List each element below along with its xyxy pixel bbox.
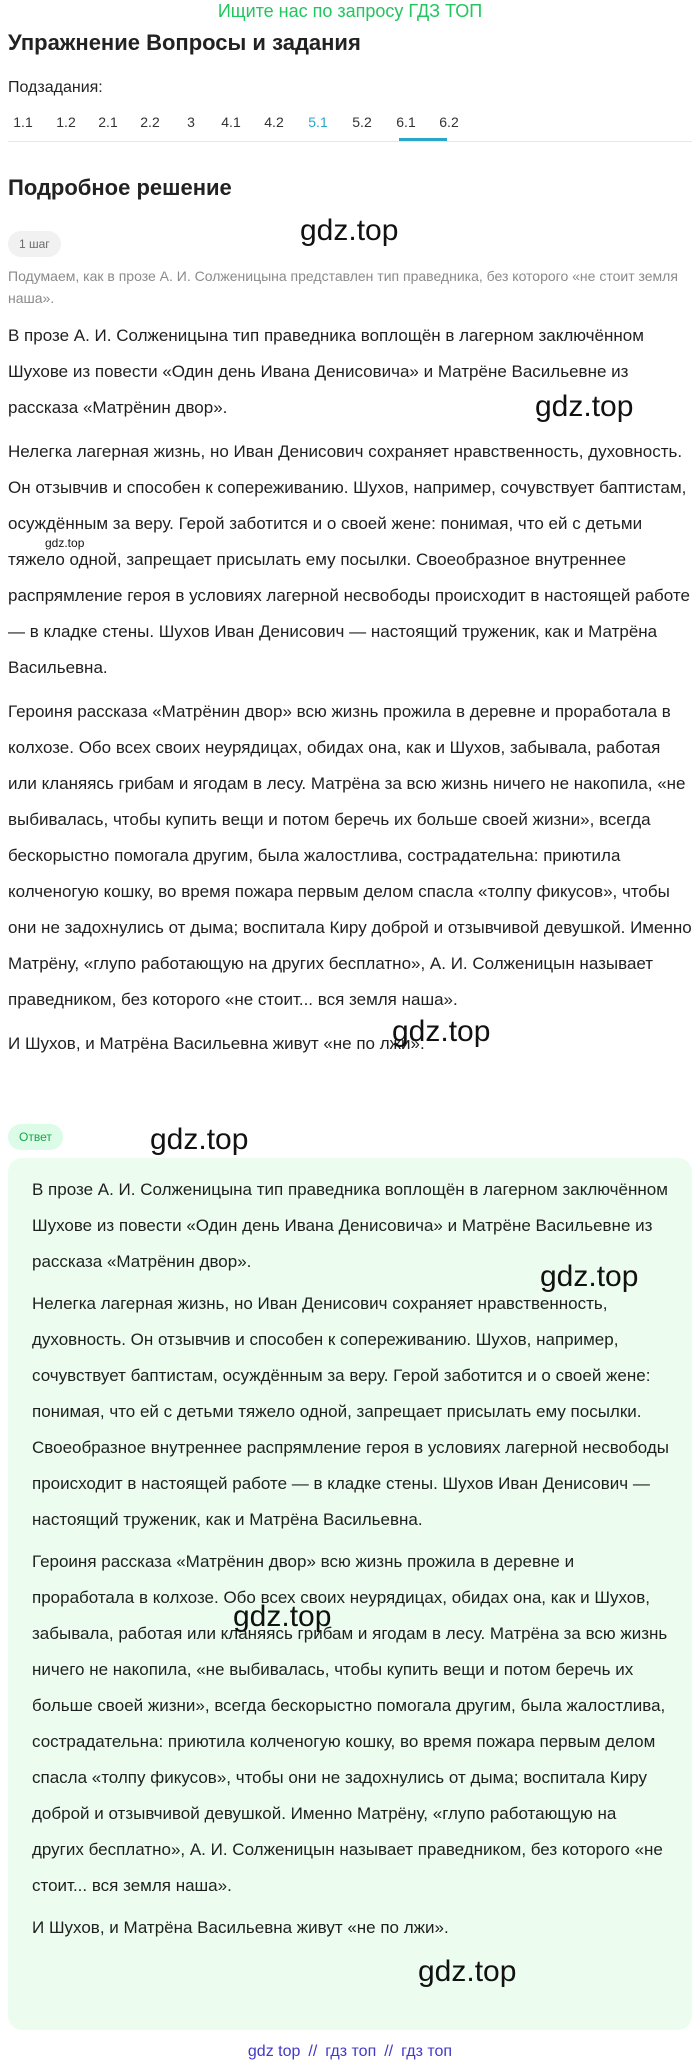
footer-link-gdz-top-ru[interactable]: гдз топ (325, 2043, 377, 2060)
watermark: gdz.top (392, 1015, 491, 1048)
tab-6-2[interactable]: 6.2 (439, 114, 459, 130)
solution-paragraph-3: Героиня рассказа «Матрёнин двор» всю жизнь прожила в деревне и проработала в колхозе. Обо всех своих неурядицах, обидах она, как и Шухов, забывала, работая или кланяясь грибам и ягодам в лесу. Матрёна за всю жизнь ничего не накопила, «не выбивалась, чтобы купить вещи и потом беречь их больше своей жизни», всегда бескорыстно помогала другим, была жалостлива, сострадательна: приютила колченогую кошку, во время пожара первым делом спасла «толпу фикусов», чтобы они не задохнулись от дыма; воспитала Киру доброй и отзывчивой девушкой. Именно Матрёну, «глупо работающую на других бесплатно», А. И. Солженицын называет праведником, без которого «не стоит... вся земля наша». (8, 702, 692, 1009)
answer-paragraph-2: Нелегка лагерная жизнь, но Иван Денисович сохраняет нравственность, духовность. Он отзывчив и способен к сопереживанию. Шухов, например, сочувствует баптистам, осуждённым за веру. Герой заботится и о своей жене: понимая, что ей с детьми тяжело одной, запрещает присылать ему посылки. Своеобразное внутреннее распрямление героя в условиях лагерной несвободы происходит в настоящей работе — в кладке стены. Шухов Иван Денисович — настоящий труженик, как и Матрёна Васильевна. (32, 1294, 669, 1529)
solution-text (8, 318, 692, 1062)
watermark: gdz.top (45, 536, 85, 550)
active-tab-indicator (399, 138, 447, 141)
subtasks-label: Подзадания: (8, 79, 103, 96)
watermark: gdz.top (540, 1260, 639, 1293)
solution-paragraph-4: И Шухов, и Матрёна Васильевна живут «не по лжи». (8, 1034, 425, 1053)
exercise-title: Упражнение Вопросы и задания (8, 30, 361, 55)
tab-2-1[interactable]: 2.1 (98, 114, 118, 130)
footer-links (0, 2042, 700, 2062)
answer-badge: Ответ (8, 1124, 63, 1150)
tab-5-1[interactable]: 5.1 (308, 114, 328, 130)
tab-4-1[interactable]: 4.1 (221, 114, 241, 130)
footer-link-gdz-top-ru-2[interactable]: гдз топ (401, 2043, 453, 2060)
watermark: gdz.top (233, 1600, 332, 1633)
tab-3[interactable]: 3 (187, 114, 195, 130)
solution-paragraph-1: В прозе А. И. Солженицына тип праведника воплощён в лагерном заключённом Шухове из повести «Один день Ивана Денисовича» и Матрёне Васильевне из рассказа «Матрёнин двор». (8, 326, 644, 417)
answer-paragraph-3: Героиня рассказа «Матрёнин двор» всю жизнь прожила в деревне и проработала в колхозе. Обо всех своих неурядицах, обидах она, как и Шухов, забывала, работая или кланяясь грибам и ягодам в лесу. Матрёна за всю жизнь ничего не накопила, «не выбивалась, чтобы купить вещи и потом беречь их больше своей жизни», всегда бескорыстно помогала другим, была жалостлива, сострадательна: приютила колченогую кошку, во время пожара первым делом спасла «толпу фикусов», чтобы они не задохнулись от дыма; воспитала Киру доброй и отзывчивой девушкой. Именно Матрёну, «глупо работающую на других бесплатно», А. И. Солженицын называет праведником, без которого «не стоит... вся земля наша». (32, 1552, 668, 1895)
tab-4-2[interactable]: 4.2 (264, 114, 284, 130)
watermark: gdz.top (300, 214, 399, 247)
subtask-tabs (8, 105, 692, 142)
watermark: gdz.top (418, 1955, 517, 1988)
step-badge: 1 шаг (8, 231, 61, 257)
answer-paragraph-4: И Шухов, и Матрёна Васильевна живут «не по лжи». (32, 1918, 449, 1937)
tab-1-1[interactable]: 1.1 (13, 114, 33, 130)
tab-2-2[interactable]: 2.2 (140, 114, 160, 130)
watermark: gdz.top (535, 390, 634, 423)
solution-paragraph-2: Нелегка лагерная жизнь, но Иван Денисович сохраняет нравственность, духовность. Он отзывчив и способен к сопереживанию. Шухов, например, сочувствует баптистам, осуждённым за веру. Герой заботится и о своей жене: понимая, что ей с детьми тяжело одной, запрещает присылать ему посылки. Своеобразное внутреннее распрямление героя в условиях лагерной несвободы происходит в настоящей работе — в кладке стены. Шухов Иван Денисович — настоящий труженик, как и Матрёна Васильевна. (8, 442, 690, 677)
footer-separator: // (308, 2043, 318, 2060)
watermark: gdz.top (150, 1123, 249, 1156)
footer-link-gdz-top[interactable]: gdz top (247, 2043, 301, 2060)
tab-5-2[interactable]: 5.2 (352, 114, 372, 130)
step-intro: Подумаем, как в прозе А. И. Солженицына представлен тип праведника, без которого «не стоит земля наша». (8, 268, 678, 306)
search-banner: Ищите нас по запросу ГДЗ ТОП (217, 1, 483, 21)
footer-separator: // (384, 2043, 394, 2060)
answer-paragraph-1: В прозе А. И. Солженицына тип праведника воплощён в лагерном заключённом Шухове из повести «Один день Ивана Денисовича» и Матрёне Васильевне из рассказа «Матрёнин двор». (32, 1180, 668, 1271)
solution-title: Подробное решение (8, 175, 232, 200)
tab-6-1[interactable]: 6.1 (396, 114, 416, 130)
tab-1-2[interactable]: 1.2 (56, 114, 76, 130)
